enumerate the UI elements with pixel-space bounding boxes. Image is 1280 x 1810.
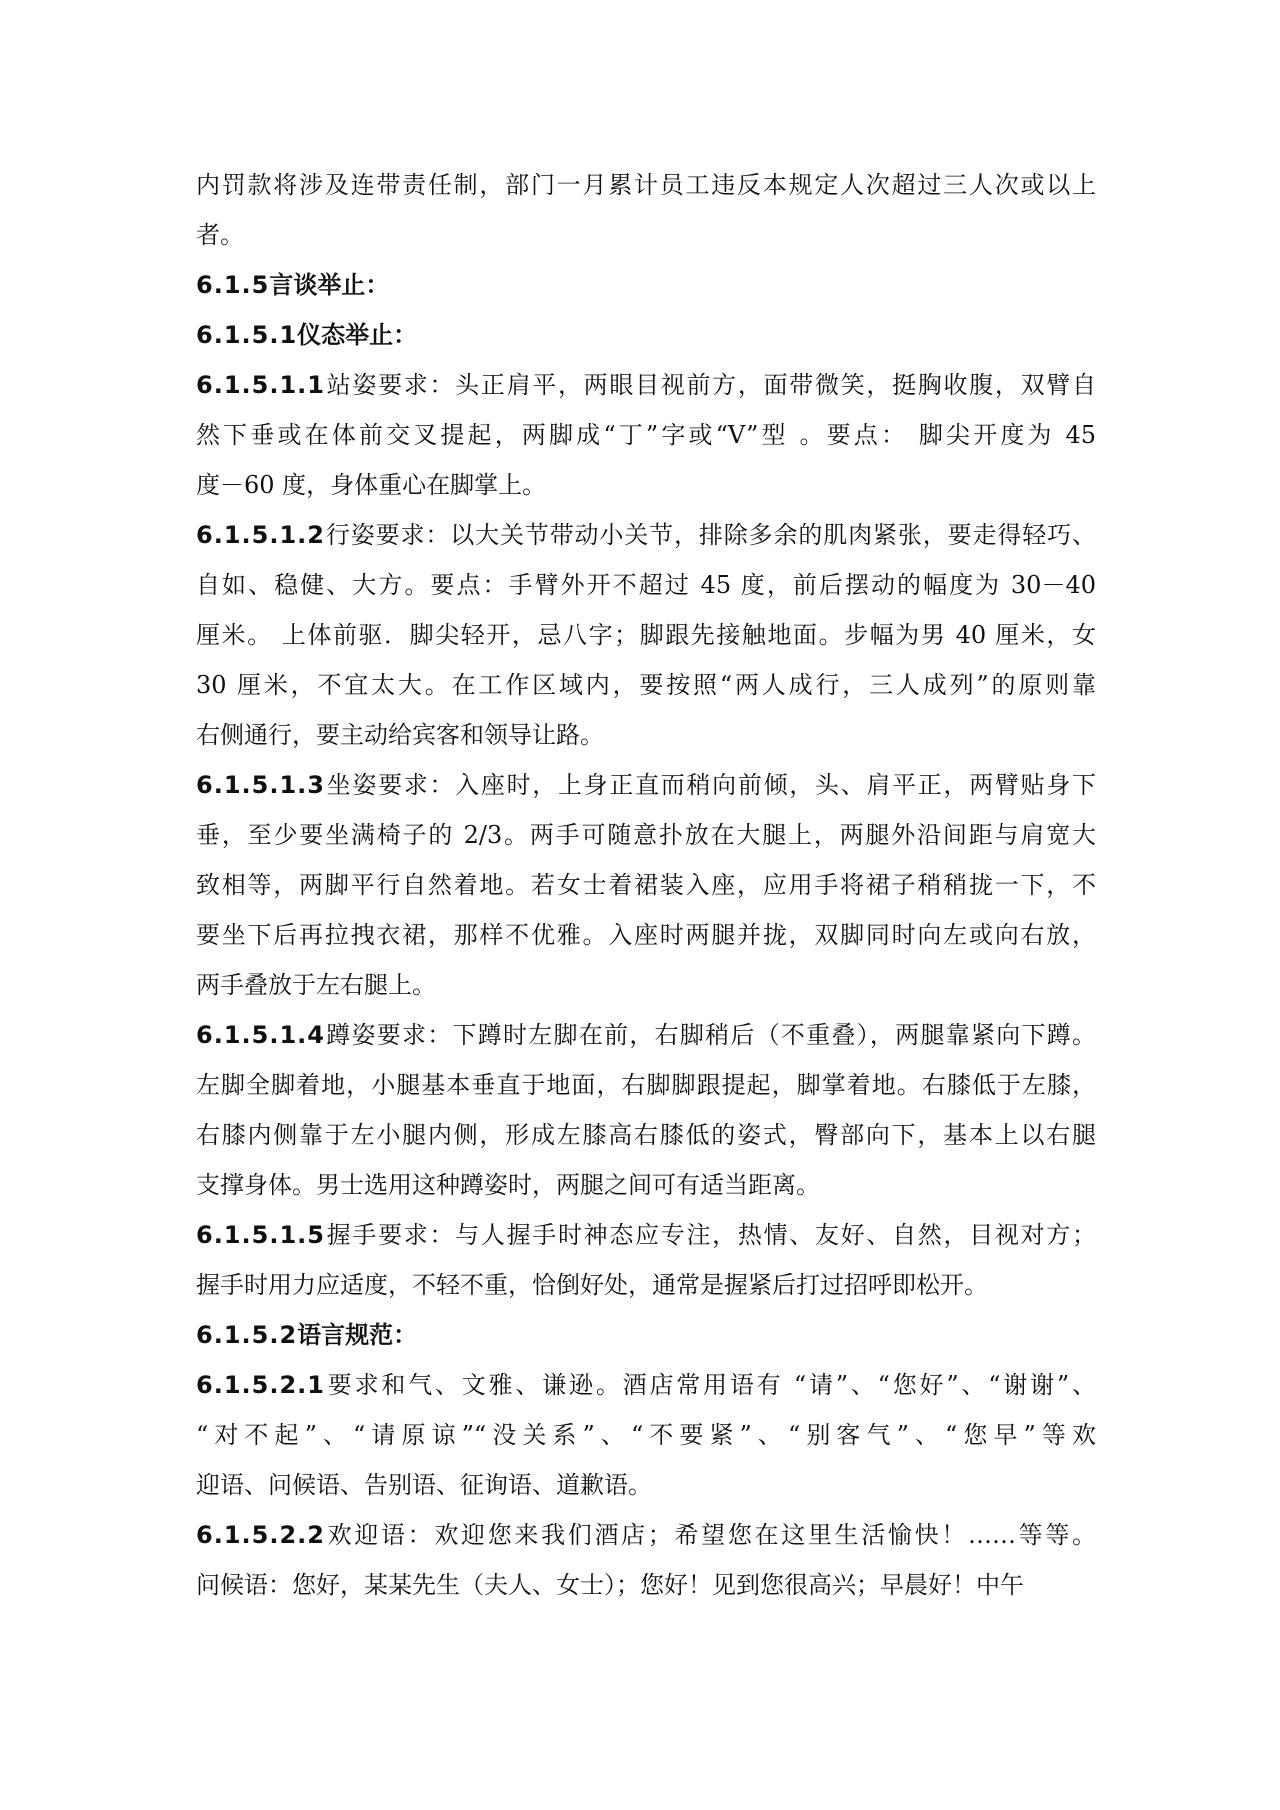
paragraph-line	[196, 460, 1096, 510]
line-text: 要坐下后再拉拽衣裙，那样不优雅。入座时两腿并拢，双脚同时向左或向右放，	[196, 921, 1096, 949]
line-text: “对不起”、“请原谅”“没关系”、“不要紧”、“别客气”、“您早”等欢	[196, 1421, 1096, 1449]
line-text: 右侧通行，要主动给宾客和领导让路。	[196, 721, 604, 749]
line-text: 两手叠放于左右腿上。	[196, 971, 436, 999]
section-number: 6.1.5.2	[196, 1321, 298, 1349]
line-text: 垂，至少要坐满椅子的 2/3。两手可随意扑放在大腿上，两腿外沿间距与肩宽大	[196, 821, 1096, 849]
section-number: 6.1.5.1	[196, 321, 298, 349]
section-number: 6.1.5.1.4	[196, 1021, 325, 1049]
line-text: 行姿要求：以大关节带动小关节，排除多余的肌肉紧张，要走得轻巧、	[324, 521, 1096, 549]
document-page	[196, 160, 1096, 1610]
paragraph-line	[196, 360, 1096, 410]
paragraph-line	[196, 210, 1096, 260]
paragraph-line	[196, 1460, 1096, 1510]
paragraph-line	[196, 1210, 1096, 1260]
paragraph-line	[196, 1360, 1096, 1410]
line-text: 握手要求：与人握手时神态应专注，热情、友好、自然，目视对方；	[324, 1221, 1096, 1249]
paragraph-line	[196, 1160, 1096, 1210]
paragraph-line	[196, 1510, 1096, 1560]
section-number: 6.1.5.1.2	[196, 521, 325, 549]
line-text: 内罚款将涉及连带责任制，部门一月累计员工违反本规定人次超过三人次或以上	[196, 171, 1096, 199]
section-number: 6.1.5.1.5	[196, 1221, 325, 1249]
section-heading	[196, 260, 1096, 310]
paragraph-line	[196, 1260, 1096, 1310]
paragraph-line	[196, 1010, 1096, 1060]
line-text: 度－60 度，身体重心在脚掌上。	[196, 471, 547, 499]
section-number: 6.1.5.1.3	[196, 771, 325, 799]
line-text: 要求和气、文雅、谦逊。酒店常用语有 “请”、“您好”、“谢谢”、	[324, 1371, 1096, 1399]
line-text: 握手时用力应适度，不轻不重，恰倒好处，通常是握紧后打过招呼即松开。	[196, 1271, 988, 1299]
paragraph-line	[196, 1060, 1096, 1110]
line-text: 迎语、问候语、告别语、征询语、道歉语。	[196, 1471, 652, 1499]
line-text: 自如、稳健、大方。要点：手臂外开不超过 45 度，前后摆动的幅度为 30－40	[196, 571, 1096, 599]
line-text: 支撑身体。男士选用这种蹲姿时，两腿之间可有适当距离。	[196, 1171, 820, 1199]
line-text: 右膝内侧靠于左小腿内侧，形成左膝高右膝低的姿式，臀部向下，基本上以右腿	[196, 1121, 1096, 1149]
paragraph-line	[196, 160, 1096, 210]
heading-text: 言谈举止：	[269, 270, 390, 299]
line-text: 站姿要求：头正肩平，两眼目视前方，面带微笑，挺胸收腹，双臂自	[324, 371, 1096, 399]
paragraph-line	[196, 660, 1096, 710]
paragraph-line	[196, 710, 1096, 760]
line-text: 坐姿要求：入座时，上身正直而稍向前倾，头、肩平正，两臂贴身下	[324, 771, 1096, 799]
line-text: 问候语：您好，某某先生（夫人、女士）；您好！见到您很高兴；早晨好！中午	[196, 1571, 1024, 1599]
line-text: 欢迎语：欢迎您来我们酒店；希望您在这里生活愉快！……等等。	[324, 1521, 1096, 1549]
line-text: 蹲姿要求：下蹲时左脚在前，右脚稍后（不重叠），两腿靠紧向下蹲。	[324, 1021, 1096, 1049]
section-heading	[196, 1310, 1096, 1360]
section-number: 6.1.5	[196, 271, 270, 299]
paragraph-line	[196, 910, 1096, 960]
paragraph-line	[196, 860, 1096, 910]
paragraph-line	[196, 960, 1096, 1010]
paragraph-line	[196, 560, 1096, 610]
section-number: 6.1.5.2.1	[196, 1371, 325, 1399]
line-text: 致相等，两脚平行自然着地。若女士着裙装入座，应用手将裙子稍稍拢一下，不	[196, 871, 1096, 899]
section-heading	[196, 310, 1096, 360]
paragraph-line	[196, 1410, 1096, 1460]
heading-text: 语言规范：	[297, 1320, 418, 1349]
line-text: 厘米。 上体前驱．脚尖轻开，忌八字；脚跟先接触地面。步幅为男 40 厘米，女	[196, 621, 1096, 649]
paragraph-line	[196, 410, 1096, 460]
line-text: 者。	[196, 221, 244, 249]
section-number: 6.1.5.1.1	[196, 371, 325, 399]
paragraph-line	[196, 760, 1096, 810]
heading-text: 仪态举止：	[297, 320, 418, 349]
line-text: 然下垂或在体前交叉提起，两脚成“丁”字或“V”型 。要点： 脚尖开度为 45	[196, 421, 1096, 449]
paragraph-line	[196, 610, 1096, 660]
paragraph-line	[196, 510, 1096, 560]
section-number: 6.1.5.2.2	[196, 1521, 325, 1549]
line-text: 左脚全脚着地，小腿基本垂直于地面，右脚脚跟提起，脚掌着地。右膝低于左膝，	[196, 1071, 1096, 1099]
paragraph-line	[196, 1110, 1096, 1160]
paragraph-line	[196, 810, 1096, 860]
line-text: 30 厘米，不宜太大。在工作区域内，要按照“两人成行，三人成列”的原则靠	[196, 671, 1096, 699]
paragraph-line	[196, 1560, 1096, 1610]
